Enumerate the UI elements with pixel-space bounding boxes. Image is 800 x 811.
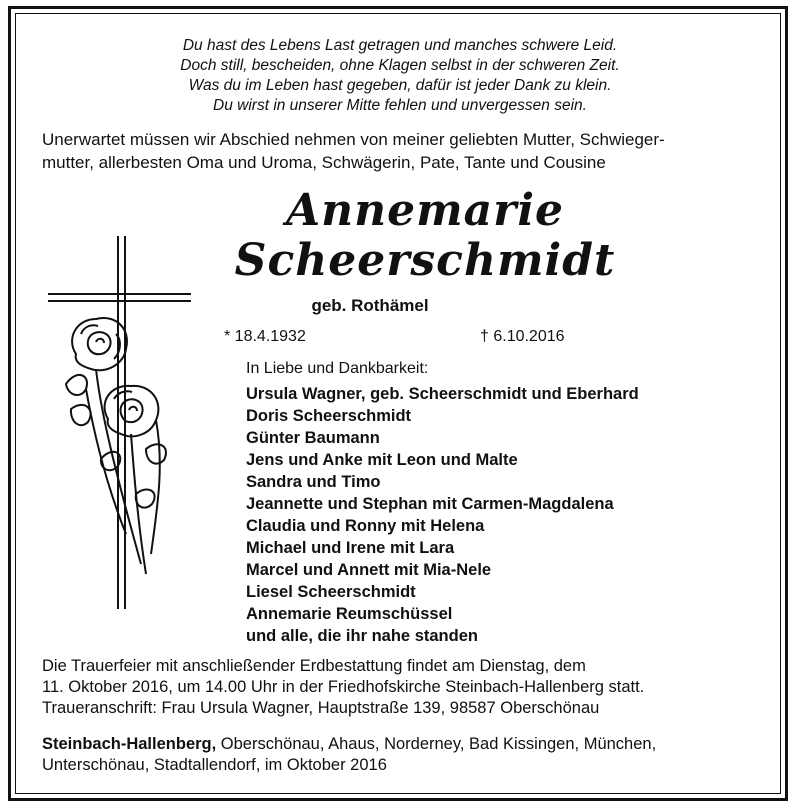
poem-line: Du wirst in unserer Mitte fehlen und unvergessen sein.	[213, 97, 587, 114]
list-item: Marcel und Annett mit Mia-Nele	[246, 561, 492, 579]
funeral-info	[42, 656, 772, 719]
list-item: Ursula Wagner, geb. Scheerschmidt und Eberhard	[246, 385, 639, 403]
places-line	[42, 734, 772, 776]
gratitude-heading: In Liebe und Dankbarkeit:	[246, 360, 429, 377]
places-rest: Oberschönau, Ahaus, Norderney, Bad Kissingen, München,	[216, 735, 657, 753]
list-item: Liesel Scheerschmidt	[246, 583, 416, 601]
info-line: 11. Oktober 2016, um 14.00 Uhr in der Friedhofskirche Steinbach-Hallenberg statt.	[42, 678, 645, 696]
list-item: Claudia und Ronny mit Helena	[246, 517, 485, 535]
list-item: und alle, die ihr nahe standen	[246, 627, 478, 645]
poem-line: Du hast des Lebens Last getragen und manches schwere Leid.	[182, 37, 618, 54]
poem-line: Was du im Leben hast gegeben, dafür ist jeder Dank zu klein.	[188, 77, 612, 94]
death-date: † 6.10.2016	[480, 328, 565, 345]
birth-date: * 18.4.1932	[224, 328, 306, 345]
places-line-1	[42, 734, 772, 755]
info-line: Traueranschrift: Frau Ursula Wagner, Hauptstraße 139, 98587 Oberschönau	[42, 699, 600, 717]
poem	[40, 36, 760, 116]
list-item: Jeannette und Stephan mit Carmen-Magdalena	[246, 495, 614, 513]
intro-text	[42, 128, 762, 174]
maiden-name: geb. Rothämel	[311, 296, 429, 315]
places-lead: Steinbach-Hallenberg,	[42, 735, 217, 753]
family-list	[246, 383, 639, 647]
list-item: Doris Scheerschmidt	[246, 407, 412, 425]
info-line: Die Trauerfeier mit anschließender Erdbestattung findet am Dienstag, dem	[42, 657, 586, 675]
intro-line: Unerwartet müssen wir Abschied nehmen von meiner geliebten Mutter, Schwieger-	[42, 130, 665, 149]
places-line-2: Unterschönau, Stadtallendorf, im Oktober 2016	[42, 756, 387, 774]
cross-with-roses-icon	[46, 234, 206, 614]
list-item: Jens und Anke mit Leon und Malte	[246, 451, 518, 469]
intro-line: mutter, allerbesten Oma und Uroma, Schwägerin, Pate, Tante und Cousine	[42, 153, 606, 172]
list-item: Sandra und Timo	[246, 473, 381, 491]
poem-line: Doch still, bescheiden, ohne Klagen selbst in der schweren Zeit.	[180, 57, 620, 74]
list-item: Annemarie Reumschüssel	[246, 605, 453, 623]
deceased-first-name: Annemarie	[285, 185, 565, 236]
list-item: Günter Baumann	[246, 429, 380, 447]
deceased-last-name: Scheerschmidt	[234, 235, 616, 286]
list-item: Michael und Irene mit Lara	[246, 539, 455, 557]
